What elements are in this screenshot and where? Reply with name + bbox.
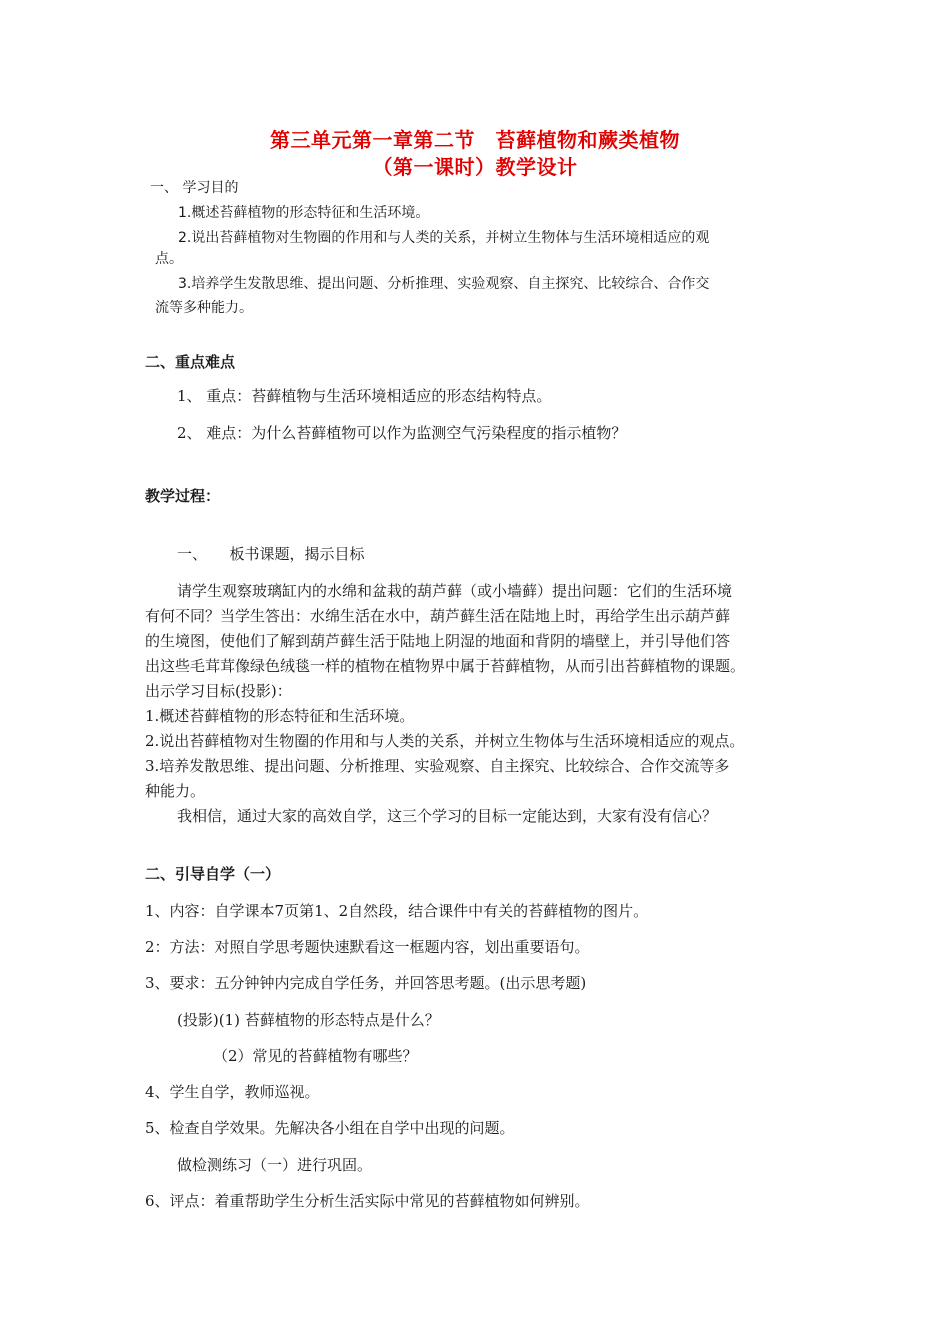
question-1: (投影)(1) 苔藓植物的形态特点是什么？ [177, 1011, 440, 1029]
process-paragraph-line: 的生境图，使他们了解到葫芦藓生活于陆地上阴湿的地面和背阴的墙壁上，并引导他们答 [145, 632, 731, 650]
self-study-item-6: 6、评点：着重帮助学生分析生活实际中常见的苔藓植物如何辨别。 [145, 1192, 590, 1210]
process-paragraph-line: 出这些毛茸茸像绿色绒毯一样的植物在植物界中属于苔藓植物，从而引出苔藓植物的课题。 [145, 657, 746, 675]
question-2: （2）常见的苔藓植物有哪些？ [213, 1047, 418, 1065]
goal-item-2: 2.说出苔藓植物对生物圈的作用和与人类的关系，并树立生物体与生活环境相适应的观点。 [145, 732, 745, 750]
objective-item-1: 1.概述苔藓植物的形态特征和生活环境。 [178, 205, 430, 221]
goal-item-3a: 3.培养发散思维、提出问题、分析推理、实验观察、自主探究、比较综合、合作交流等多 [145, 757, 730, 775]
process-paragraph-line: 有何不同？当学生答出：水绵生活在水中，葫芦藓生活在陆地上时，再给学生出示葫芦藓 [145, 607, 731, 625]
step1-heading: 一、 板书课题，揭示目标 [177, 545, 365, 563]
self-study-item-5b: 做检测练习（一）进行巩固。 [177, 1156, 373, 1174]
document-title-line1: 第三单元第一章第二节 苔藓植物和蕨类植物 [270, 128, 680, 152]
process-paragraph-line: 请学生观察玻璃缸内的水绵和盆栽的葫芦藓（或小墙藓）提出问题：它们的生活环境 [177, 582, 733, 600]
objectives-heading: 一、 学习目的 [150, 180, 239, 196]
self-study-item-5: 5、检查自学效果。先解决各小组在自学中出现的问题。 [145, 1119, 515, 1137]
process-heading: 教学过程： [145, 487, 221, 505]
key-points-heading: 二、重点难点 [145, 353, 236, 371]
objective-item-2a: 2.说出苔藓植物对生物圈的作用和与人类的关系，并树立生物体与生活环境相适应的观 [178, 230, 710, 246]
objective-item-2b: 点。 [155, 251, 183, 267]
process-paragraph-line: 出示学习目标(投影)： [145, 682, 292, 700]
objective-item-3a: 3.培养学生发散思维、提出问题、分析推理、实验观察、自主探究、比较综合、合作交 [178, 276, 710, 292]
document-title-line2: （第一课时）教学设计 [372, 155, 578, 179]
self-study-item-4: 4、学生自学，教师巡视。 [145, 1083, 320, 1101]
self-study-item-1: 1、内容：自学课本7页第1、2自然段，结合课件中有关的苔藓植物的图片。 [145, 902, 649, 920]
goal-item-3b: 种能力。 [145, 782, 206, 800]
self-study-item-2: 2：方法：对照自学思考题快速默看这一框题内容，划出重要语句。 [145, 938, 590, 956]
objective-item-3b: 流等多种能力。 [155, 300, 253, 316]
goal-item-1: 1.概述苔藓植物的形态特征和生活环境。 [145, 707, 415, 725]
self-study-heading: 二、引导自学（一） [145, 865, 281, 883]
key-point-1: 1、 重点：苔藓植物与生活环境相适应的形态结构特点。 [177, 387, 552, 405]
self-study-item-3: 3、要求：五分钟钟内完成自学任务，并回答思考题。(出示思考题) [145, 974, 587, 992]
confidence-line: 我相信，通过大家的高效自学，这三个学习的目标一定能达到，大家有没有信心？ [177, 807, 718, 825]
key-point-2: 2、 难点：为什么苔藓植物可以作为监测空气污染程度的指示植物？ [177, 424, 627, 442]
